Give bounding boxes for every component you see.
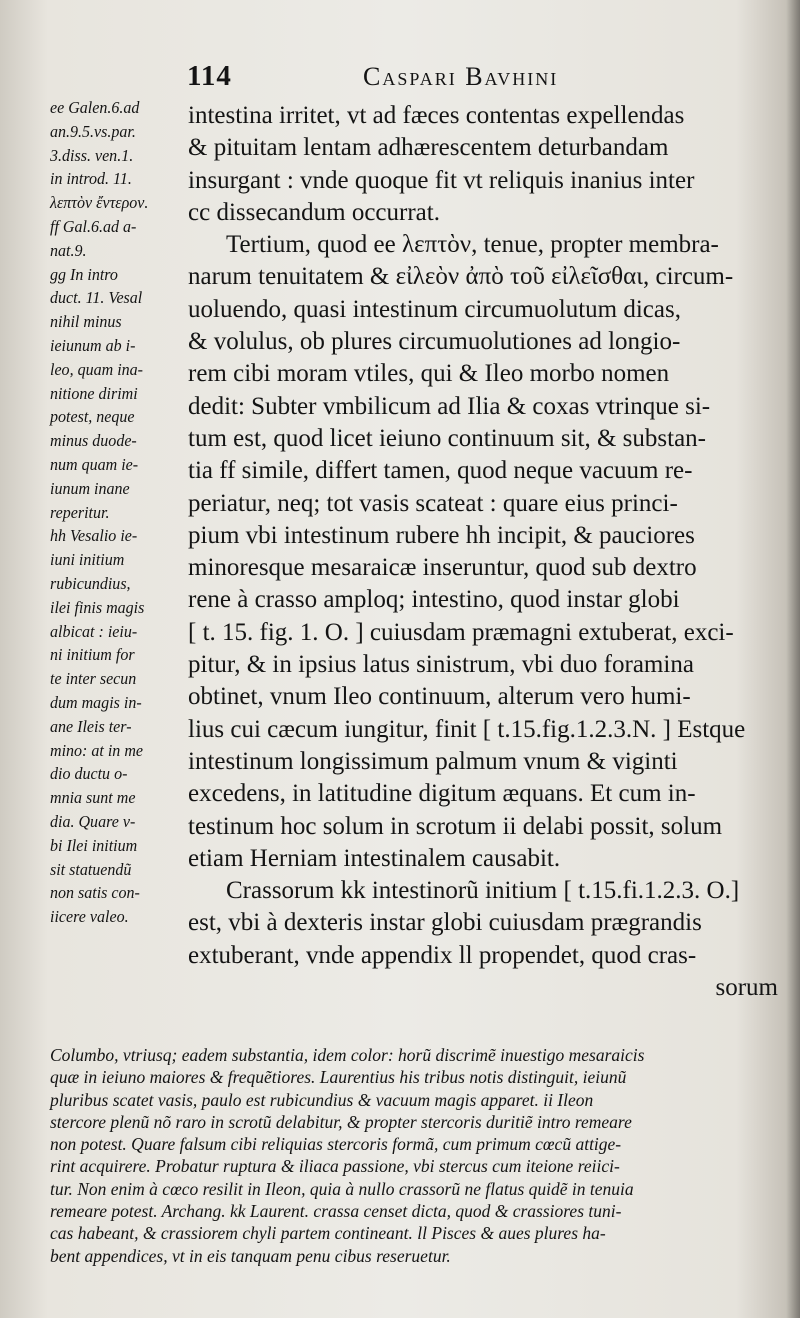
text-line: pitur, & in ipsius latus sinistrum, vbi duo foramina [188,651,694,679]
main-text-column [188,100,788,1004]
text-line: est, vbi à dexteris instar globi cuiusdam prægrandis [188,909,702,937]
text-line: dedit: Subter vmbilicum ad Ilia & coxas vtrinque si- [188,392,711,420]
text-line: lius cui cæcum iungitur, finit [ t.15.fig.1.2.3.N. ] Estque [188,715,746,743]
margin-note-line: mino: at in me [50,740,144,760]
text-line: periatur, neq; tot vasis scateat : quare eius princi- [188,489,678,517]
margin-notes [50,96,190,929]
text-line: rem cibi moram vtiles, qui & Ileo morbo nomen [188,360,670,388]
text-line: cc dissecandum occurrat. [188,198,440,226]
text-line: rene à crasso amploq; intestino, quod instar globi [188,586,680,614]
text-line: & pituitam lentam adhærescentem deturbandam [188,134,669,162]
margin-note-line: duct. 11. Vesal [50,288,143,308]
margin-note-line: reperitur. [50,502,110,522]
text-line: intestinum longissimum palmum vnum & viginti [188,747,678,775]
footnote-line: bent appendices, vt in eis tanquam penu cibus reseruetur. [50,1245,451,1266]
text-line: etiam Herniam intestinalem causabit. [188,844,561,872]
margin-note-line: sit statuendũ [50,859,132,879]
margin-note-line: nitione dirimi [50,383,138,403]
footnotes [50,1044,790,1267]
text-line: & volulus, ob plures circumuolutiones ad longio- [188,328,681,356]
margin-note-line: iunum inane [50,478,130,498]
paragraph-start-line: Tertium, quod ee λεπτὸν, tenue, propter membra- [226,231,719,259]
text-line: excedens, in latitudine digitum æquans. Et cum in- [188,780,696,808]
footnote-line: remeare potest. Archang. kk Laurent. crassa censet dicta, quod & crassiores tuni- [50,1201,622,1222]
footnote-line: Columbo, vtriusq; eadem substantia, idem color: horũ discrimẽ inuestigo mesaraicis [50,1045,645,1065]
footnote-line: tur. Non enim à cœco resilit in Ileon, quia à nullo crassorũ ne flatus quidẽ in tenuia [50,1178,634,1199]
margin-note-line: bi Ilei initium [50,835,138,855]
margin-note-line: leo, quam ina- [50,359,144,379]
margin-note-line: albicat : ieiu- [50,621,138,641]
margin-note-line: gg In intro [50,264,118,284]
footnote-line: quæ in ieiuno maiores & frequẽtiores. Laurentius his tribus notis distinguit, ieiunũ [50,1067,627,1088]
margin-note-line: dia. Quare v- [50,811,136,831]
margin-note-line: num quam ie- [50,454,139,474]
footnote-line: pluribus scatet vasis, paulo est rubicundius & vacuum magis apparet. ii Ileon [50,1089,594,1110]
text-line: minoresque mesaraicæ inseruntur, quod sub dextro [188,554,697,582]
margin-note-line: mnia sunt me [50,788,136,808]
margin-note-line: dum magis in- [50,692,142,712]
footnote-line: non potest. Quare falsum cibi reliquias stercoris formã, cum primum cœcũ attige- [50,1134,622,1155]
margin-note-line: iicere valeo. [50,907,129,927]
paragraph-start-line: Crassorum kk intestinorũ initium [ t.15.fi.1.2.3. O.] [226,877,740,905]
text-line: intestina irritet, vt ad fæces contentas expellendas [188,102,685,129]
catchword-line: sorum [715,974,778,1002]
page-number: 114 [187,60,232,92]
page-header [183,58,783,98]
margin-note-line: 3.diss. ven.1. [50,145,134,165]
margin-note-line: nihil minus [50,312,122,332]
text-line: [ t. 15. fig. 1. O. ] cuiusdam præmagni extuberat, exci- [188,618,734,646]
margin-note-line: ilei finis magis [50,597,145,617]
margin-note-line: an.9.5.vs.par. [50,121,136,141]
margin-note-line: ieiunum ab i- [50,335,136,355]
footnote-line: cas habeant, & crassiorem chyli partem contineant. ll Pisces & aues plures ha- [50,1223,606,1244]
text-line: obtinet, vnum Ileo continuum, alterum vero humi- [188,683,691,711]
margin-note-line: ni initium for [50,645,135,665]
margin-note-line: hh Vesalio ie- [50,526,138,546]
text-line: testinum hoc solum in scrotum ii delabi possit, solum [188,812,723,840]
text-line: tia ff simile, differt tamen, quod neque vacuum re- [188,457,693,485]
margin-note-line: rubicundius, [50,573,131,593]
margin-note-line: minus duode- [50,431,137,451]
running-head: Caspari Bavhini [363,62,559,91]
margin-note-line: non satis con- [50,883,140,903]
text-line: pium vbi intestinum rubere hh incipit, & pauciores [188,521,695,549]
footnote-line: rint acquirere. Probatur ruptura & iliaca passione, vbi stercus cum iteione reiici- [50,1156,620,1177]
footnote-line: stercore plenũ nõ raro in scrotũ delabitur, & propter stercoris duritiẽ intro remeare [50,1111,632,1132]
margin-note-line: λεπτὸν ἔντερον. [50,193,149,213]
margin-note-line: potest, neque [50,407,135,427]
margin-note-line: in introd. 11. [50,169,132,189]
text-line: narum tenuitatem & εἰλεὸν ἀπὸ τοῦ εἰλεῖσθαι, circum- [188,263,734,291]
text-line: uoluendo, quasi intestinum circumuolutum dicas, [188,295,681,323]
text-line: insurgant : vnde quoque fit vt reliquis inanius inter [188,166,695,194]
text-line: extuberant, vnde appendix ll propendet, quod cras- [188,941,697,969]
margin-note-line: ane Ileis ter- [50,716,132,736]
margin-note-line: iuni initium [50,550,125,570]
margin-note-line: ee Galen.6.ad [50,98,140,117]
margin-note-line: ff Gal.6.ad a- [50,216,137,236]
margin-note-line: nat.9. [50,240,87,260]
margin-note-line: te inter secun [50,669,137,689]
margin-note-line: dio ductu o- [50,764,128,784]
text-line: tum est, quod licet ieiuno continuum sit, & substan- [188,424,707,452]
